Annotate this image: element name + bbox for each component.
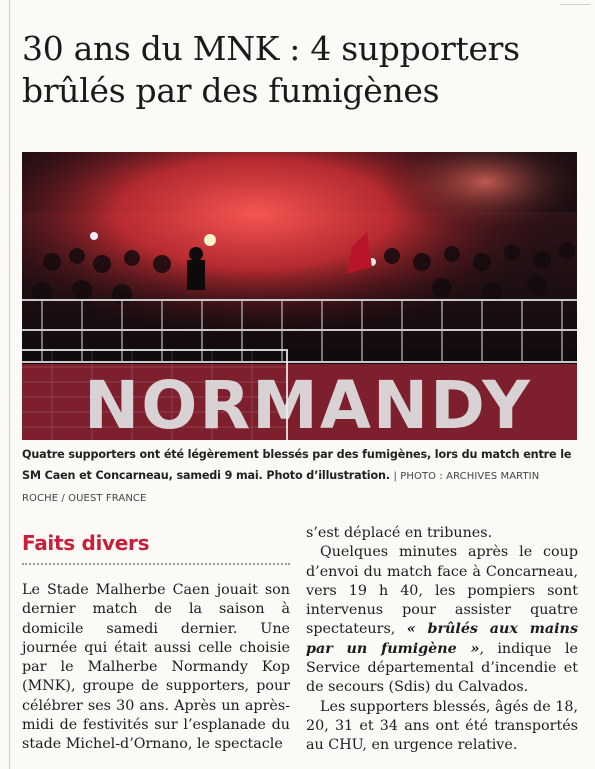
- top-rule: [560, 4, 590, 5]
- article-paragraph-1-end: s’est déplacé en tribunes.: [306, 525, 493, 541]
- article-paragraph-2: [306, 543, 578, 697]
- photo-credit: | PHOTO : ARCHIVES MARTIN ROCHE / OUEST FRANCE: [22, 471, 540, 504]
- section-rubric: Faits divers: [22, 531, 150, 555]
- headline: 30 ans du MNK : 4 supporters brûlés par des fumigènes: [22, 29, 520, 110]
- paragraph-2-lead: Quelques minutes après le coup d’envoi du match face à Concarneau, vers 19 h 40, les pompiers sont intervenus pour assister quatre spectateurs,: [306, 544, 578, 638]
- article-paragraph-1: Le Stade Malherbe Caen jouait son dernier match de la saison à domicile samedi dernier. Une journée qui était aussi celle choisie par le Malherbe Normandy Kop (MNK), groupe de supporters, pour célébrer ses 30 ans. Après un après-midi de festivités sur l’esplanade du stade Michel-d’Ornano, le spectacle: [22, 582, 290, 753]
- column-rule: [9, 0, 10, 769]
- pull-quote: « brûlés aux mains par un fumigène »: [306, 621, 578, 657]
- photo-caption: [22, 444, 577, 509]
- paragraph-2-tail: , indique le Service départemental d’incendie et de secours (Sdis) du Calvados.: [306, 640, 578, 696]
- article-column-left: [22, 581, 290, 755]
- article-photo[interactable]: [22, 152, 577, 440]
- stadium-photo-illustration: [22, 152, 577, 440]
- banner-text: NORMANDY: [84, 367, 532, 440]
- rubric-divider: [22, 563, 290, 565]
- article-column-right: [306, 524, 578, 756]
- caption-text: Quatre supporters ont été légèrement blessés par des fumigènes, lors du match entre le SM Caen et Concarneau, samedi 9 mai. Photo d’illustration.: [22, 448, 572, 482]
- article-paragraph-3: Les supporters blessés, âgés de 18, 20, 31 et 34 ans ont été transportés au CHU, en urgence relative.: [306, 698, 578, 754]
